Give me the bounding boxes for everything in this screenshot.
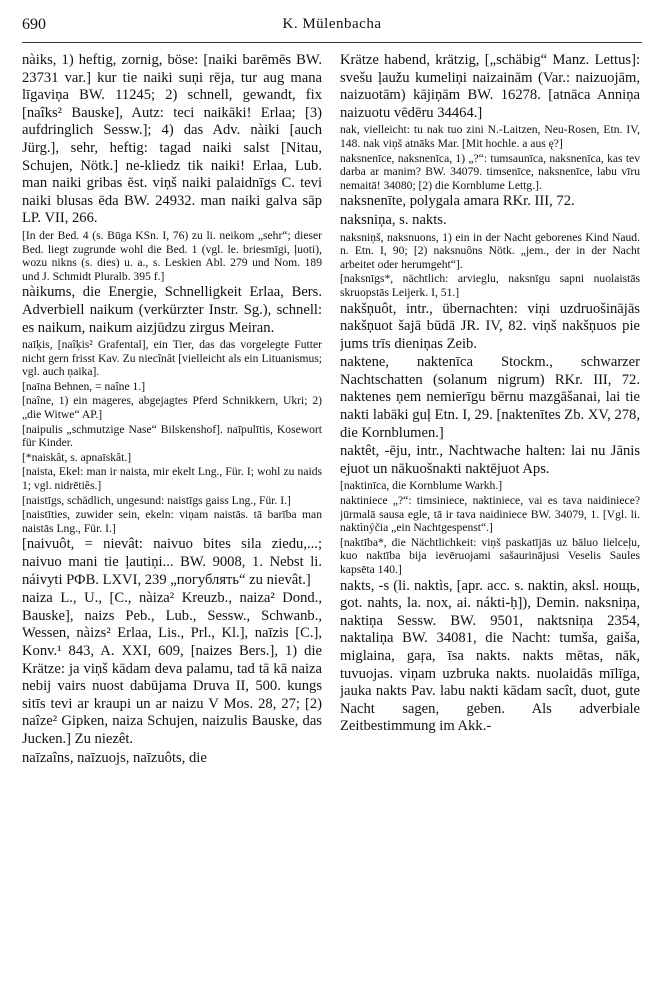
dictionary-entry: nàikums, die Energie, Schnelligkeit Erlaa, Bers. Adverbiell naikum (verkürzter Instr. Sg.), schnell: es naikum, naikum aizjūdzu zirgus Meiran. [22,284,322,336]
page-number: 690 [22,16,46,33]
dictionary-entry: [naistīgs, schädlich, ungesund: naistīgs gaiss Lng., Für. I.] [22,493,291,507]
dictionary-entry: [naipulis „schmutzige Nase“ Bilskenshof]. naīpulītis, Kosewort für Kinder. [22,422,322,450]
dictionary-entry: naksnenīte, polygala amara RKr. III, 72. [340,193,575,210]
dictionary-entry: [naktinīca, die Kornblume Warkh.] [340,479,503,493]
right-column [340,52,640,987]
dictionary-entry: [naistīties, zuwider sein, ekeln: viņam naistās. tā barība man naistās Lng., Für. I.] [22,508,322,535]
dictionary-entry: naīķis, [naîķis² Grafental], ein Tier, das das vorgelegte Futter nicht gern frisst Kav. Zu niecînât [vielleicht als ein Lituanismus; vgl. auch ņaika]. [22,338,322,379]
dictionary-entry: naīzaîns, naīzuojs, naīzuôts, die [22,749,207,766]
dictionary-entry: [naivuôt, = nievât: naivuo bites sila ziedu,...; naivuo mani tie ļautiņi... BW. 9008, 1. Nebst li. náivyti РФВ. LXVI, 239 „погублять“ zu nievât.] [22,536,322,588]
dictionary-entry: nàiks, 1) heftig, zornig, böse: [naiki barēmēs BW. 23731 var.] kur tie naiki suņi rēja, tur aug mana līgaviņa BW. 11245; 2) schnell, gewandt, fix [naîks² Bauske], Autz: teci naikāki! Erlaa; [3) aufdringlich Sessw.]; 4) das Adv. nàiki [auch Jürg.], sehr, heftig: tagad naiki salst [Nitau, Schujen, Nötk.] ne-kliedz tik naiki! Erlaa, Lub. man naiki gribas ēst. viņš naiki palaidnīgs C. tevi naiki blusas ēda BW. 24932. man naiki galva sāp LP. VII, 266. [22,52,322,227]
dictionary-entry: naktêt, -ēju, intr., Nachtwache halten: lai nu Jānis ejuot un nākuošnakti naktējuot Aps. [340,443,640,477]
page-header [22,12,642,43]
dictionary-entry: naksniņa, s. nakts. [340,211,447,228]
text-columns [22,52,642,987]
left-column [22,52,322,987]
dictionary-entry: nakts, -s (li. naktìs, [apr. acc. s. naktin, aksl. нощь, got. nahts, la. nox, ai. nákti-ḥ]), Demin. naksniņa, naktiņa Sessw. BW. 9501, naktsniņa 2354, naktaliņa BW. 34081, die Nacht: tumša, gaiša, miglaina, gaŗa, īsa nakts. nakts mētas, nāk, tuvuojas. viņam uzbruka nakts. nuolaidās mīlīga, jauka nakts Pav. labu nakti kādam sacît, duot, gute Nacht sagen, geben. Als adverbiale Zeitbestimmung im Akk.- [340,577,640,735]
dictionary-entry: [naīna Behnen, = naîne 1.] [22,379,146,393]
dictionary-entry: [naktība*, die Nächtlichkeit: viņš paskatījās uz bāluo lielceļu, kuo naktība bija ievēruojami sašaurinājusi Veselis Saules kapsēta 140.] [340,535,640,576]
dictionary-entry: nak, vielleicht: tu nak tuo zini N.-Laitzen, Neu-Rosen, Etn. IV, 148. nak viņš atnāks Mar. [Mit hochle. a aus ę?] [340,123,640,150]
dictionary-entry: naiza L., U., [C., nàiza² Kreuzb., naiza² Dond., Bauske], naizs Peb., Lub., Sessw., Schwanb., Wessen, nàizs² Erlaa, Lis., Prl., Kl.], naīzis [C.], Konv.¹ 843, A. XXI, 609, [naizes Bers.], 1) die Krätze: ja viņš kādam deva palamu, tad tā kā naiza nebij vairs nuost dabūjama Druva II, 500. kungs sitīs tevi ar kraupi un ar naizu V Mos. 28, 27; [2) naîze² Gipken, naiza Schujen, naizulis Bauske, das Jucken.] Zu niezêt. [22,590,322,747]
dictionary-entry: [naista, Ekel: man ir naista, mir ekelt Lng., Für. I; wohl zu naids 1; vgl. nidrētiês.] [22,465,322,493]
dictionary-entry: naksniņš, naksnuons, 1) ein in der Nacht geborenes Kind Naud. n. Etn. I, 90; [2) naksnuôns Nötk. „jem., der in der Nacht arbeitet oder herumgeht“]. [340,230,640,271]
dictionary-entry: [*naiskât, s. apnaīskât.] [22,450,132,464]
dictionary-entry: nakšņuôt, intr., übernachten: viņi uzdruošinājās nakšņuot šajā būdā JR. IV, 82. viņš nakšņuos pie jums trīs dieniņas Zeib. [340,300,640,352]
dictionary-entry: [naksnīgs*, nächtlich: arvieglu, naksnīgu sapni nuolaistās skruopstās Leijerk. I, 51.] [340,272,640,299]
running-head: K. Mülenbacha [282,16,382,32]
dictionary-page [22,12,642,992]
dictionary-entry: [In der Bed. 4 (s. Būga KSn. I, 76) zu li. neikom „sehr“; dieser Bed. liegt zugrunde wohl die Bed. 1 (vgl. le. briesmīgi, ļuoti), wozu nikns (s. dies) u. a., s. Leskien Abl. 279 und Nom. 189 und J. Schmidt Pluralb. 395 f.] [22,228,322,283]
dictionary-entry: Krätze habend, krätzig, [„schäbig“ Manz. Lettus]: svešu ļaužu kumeliņi naizainām (Var.: naizuojām, naizuotām) kājiņām BW. 16278. [atnāca Anniņa naizuotu vēdēru 34464.] [340,52,640,121]
dictionary-entry: naktene, naktenīca Stockm., schwarzer Nachtschatten (solanum nigrum) RKr. III, 72. naktenes ņem nemierīgu bērnu mazgāšanai, lai tie nakti labāki guļ Etn. I, 29. [naktenītes Zb. XV, 278, die Kornblumen.] [340,354,640,441]
dictionary-entry: naktiniece „?“: timsiniece, naktiniece, vai es tava naidiniece? jūrmalā sausa egle, tā ir tava naidiniece BW. 34079, 1. [Vgl. li. naktìnýčia „ein Nachtgespenst“.] [340,494,640,535]
dictionary-entry: [naîne, 1) ein mageres, abgejagtes Pferd Schnikkern, Ukri; 2) „die Witwe“ AP.] [22,394,322,422]
dictionary-entry: naksnenīce, naksnenīca, 1) „?“: tumsaunīca, naksnenīca, kas tev darba ar manim? BW. 34079. timsenīce, naksnenīce, labu vīru nemaitā! 34080; [2) die Kornblume Lettg.]. [340,151,640,192]
